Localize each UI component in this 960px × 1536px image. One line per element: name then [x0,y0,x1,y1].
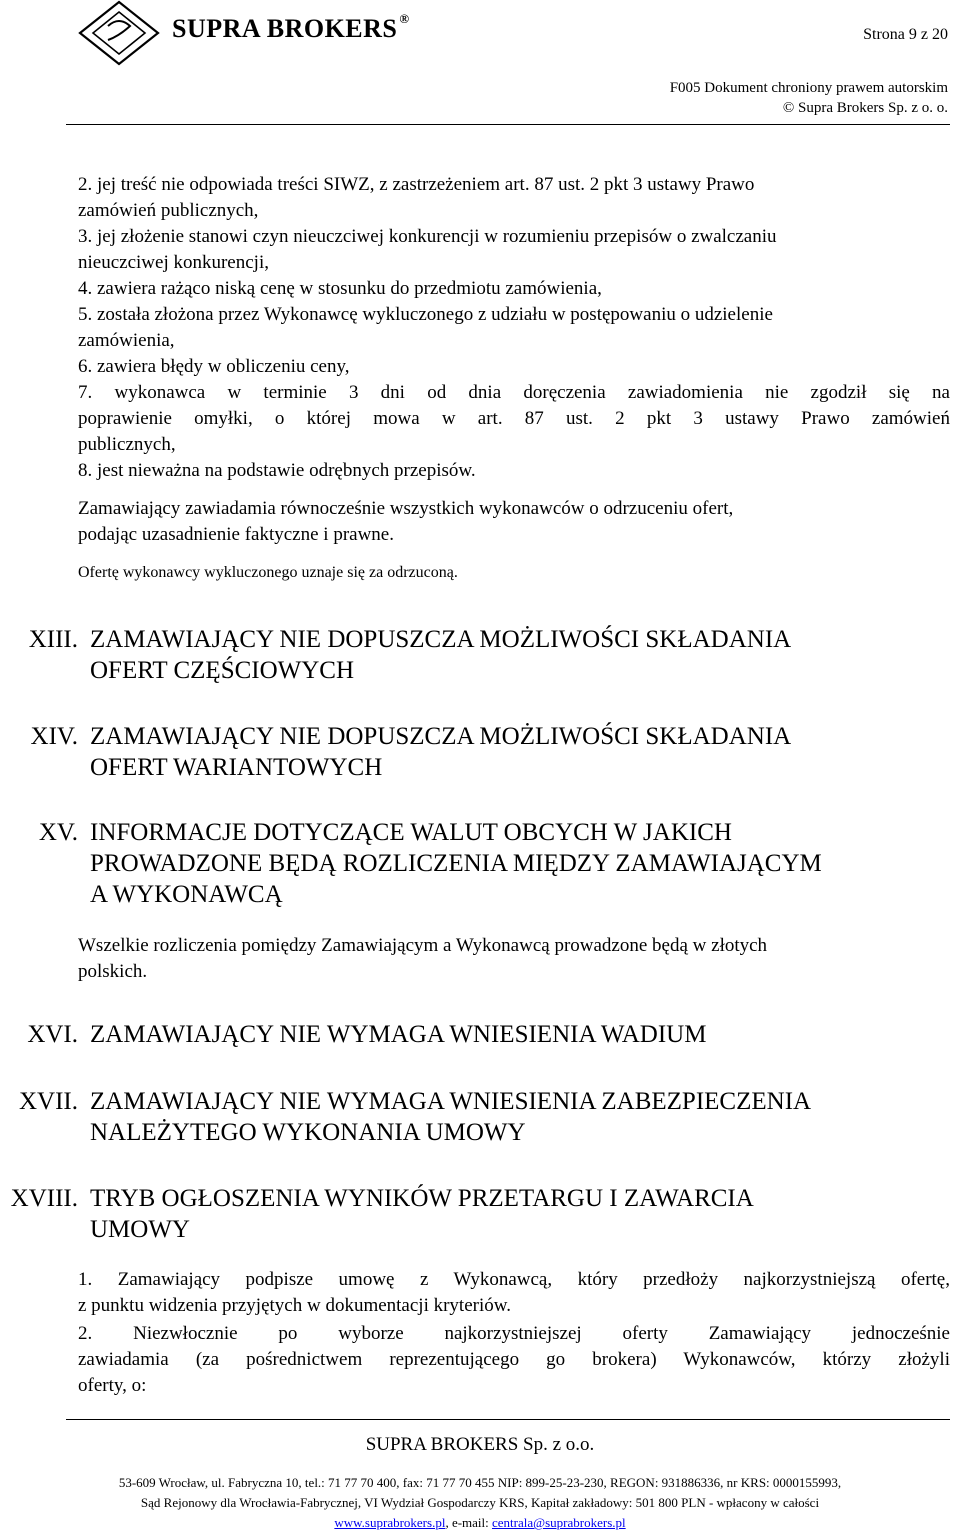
registered-mark: ® [399,11,410,27]
document-body [78,172,950,584]
footer-divider [66,1419,950,1420]
email-link[interactable]: centrala@suprabrokers.pl [492,1515,626,1530]
email-label: , e-mail: [445,1515,493,1530]
section-xviii-paragraph-2: 2. Niezwłocznie po wyborze najkorzystniejszej oferty Zamawiający jednocześnie zawiadamia (za pośrednictwem reprezentującego go brokera) Wykonawców, którzy złożyli oferty, o: [78,1323,950,1396]
list-item: 4. zawiera rażąco niską cenę w stosunku do przedmiotu zamówienia, [78,278,602,299]
section-xviii-paragraph-1: 1. Zamawiający podpisze umowę z Wykonawcą, który przedłoży najkorzystniejszą ofertę, z punktu widzenia przyjętych w dokumentacji kryteriów. [78,1269,950,1316]
list-item: 7. wykonawca w terminie 3 dni od dnia doręczenia zawiadomienia nie zgodził się na poprawienie omyłki, o której mowa w art. 87 ust. 2 pkt 3 ustawy Prawo zamówień publicznych, [78,382,950,455]
list-item: 2. jej treść nie odpowiada treści SIWZ, z zastrzeżeniem art. 87 ust. 2 pkt 3 ustawy Prawo zamówień publicznych, [78,174,755,221]
footer-address: 53-609 Wrocław, ul. Fabryczna 10, tel.: 71 77 70 400, fax: 71 77 70 455 NIP: 899-25-23-230, REGON: 931886336, nr KRS: 0000155993, [118,1475,842,1490]
brand-name: SUPRA BROKERS ® [172,11,410,43]
list-item: 8. jest nieważna na podstawie odrębnych przepisów. [78,460,476,481]
copyright-owner: © Supra Brokers Sp. z o. o. [782,100,948,116]
footer-contact [0,1515,960,1531]
footer-registration: Sąd Rejonowy dla Wrocławia-Fabrycznej, VI Wydział Gospodarczy KRS, Kapitał zakładowy: 501 800 PLN - wpłacony w całości [140,1495,820,1510]
list-item: 3. jej złożenie stanowi czyn nieuczciwej konkurencji w rozumieniu przepisów o zwalczaniu nieuczciwej konkurencji, [78,226,777,273]
list-item: 5. została złożona przez Wykonawcę wykluczonego z udziału w postępowaniu o udzielenie zamówienia, [78,304,773,351]
supra-brokers-logo-icon [78,0,160,66]
excluded-offer-note: Ofertę wykonawcy wykluczonego uznaje się za odrzuconą. [78,564,458,581]
footer-company-name: SUPRA BROKERS Sp. z o.o. [365,1434,595,1455]
copyright-notice: F005 Dokument chroniony prawem autorskim [669,80,948,96]
rejection-notice: Zamawiający zawiadamia równocześnie wszystkich wykonawców o odrzuceniu ofert, podając uzasadnienie faktyczne i prawne. [78,498,734,545]
header-divider [66,124,950,125]
website-link[interactable]: www.suprabrokers.pl [334,1515,446,1530]
page-number: Strona 9 z 20 [863,26,948,43]
section-xv-text: Wszelkie rozliczenia pomiędzy Zamawiającym a Wykonawcą prowadzone będą w złotych polskich. [78,935,768,982]
list-item: 6. zawiera błędy w obliczeniu ceny, [78,356,350,377]
